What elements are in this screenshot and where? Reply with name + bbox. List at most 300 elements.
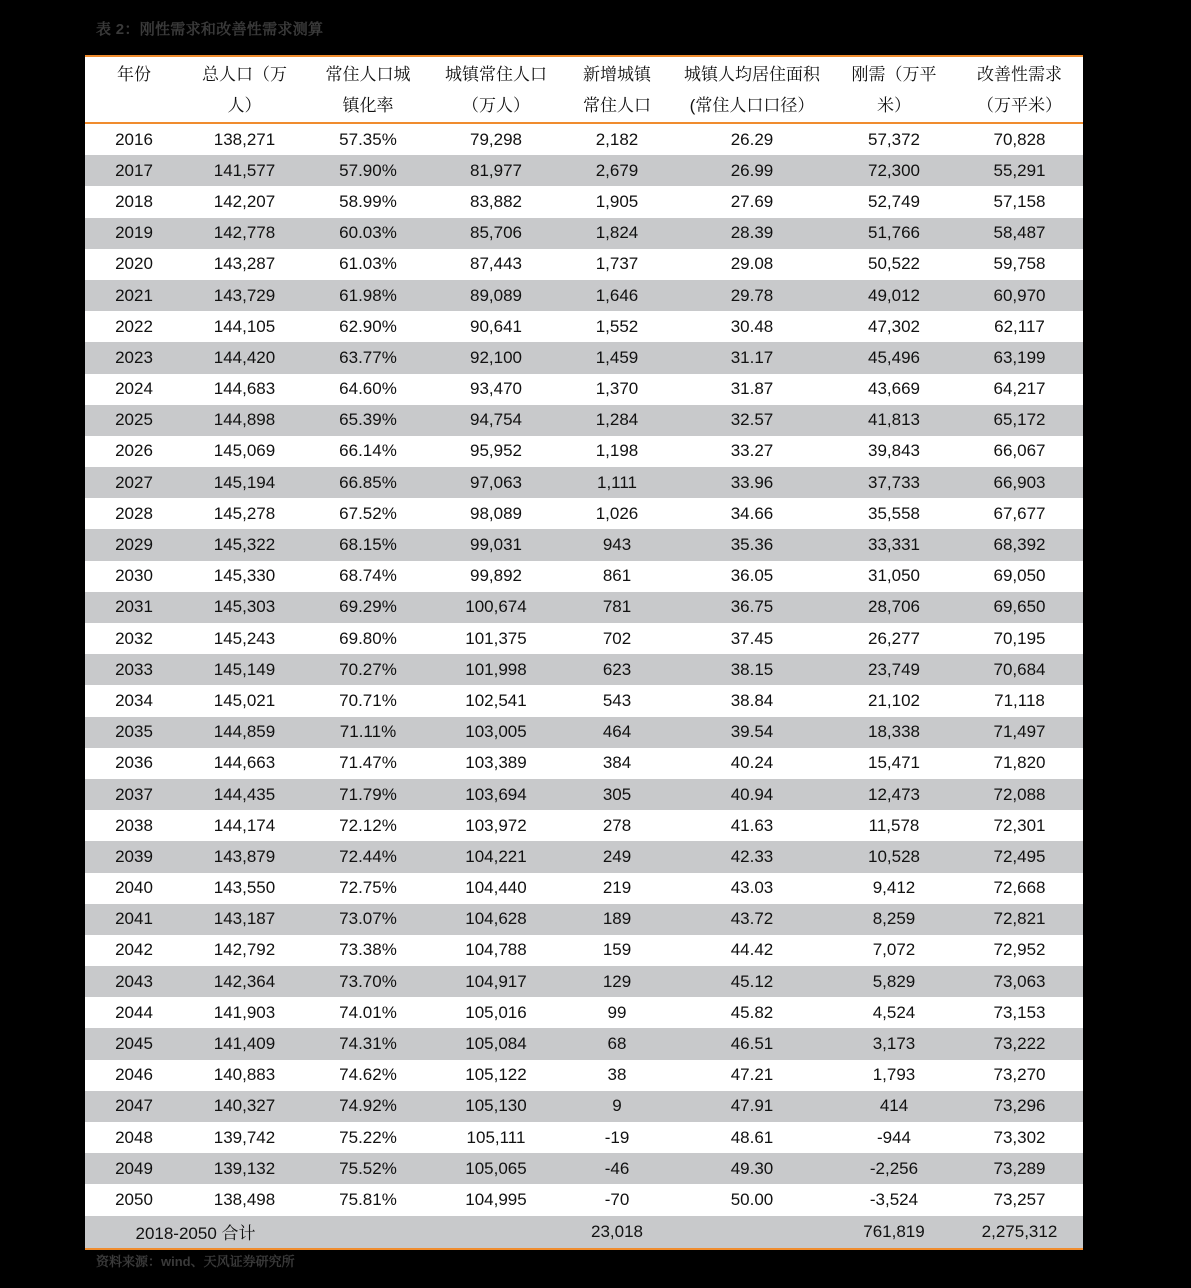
table-cell: 65.39% — [306, 405, 430, 436]
table-cell: 70.27% — [306, 654, 430, 685]
table-cell: 46.51 — [672, 1028, 832, 1059]
table-cell: 39,843 — [868, 441, 920, 461]
table-cell: 105,065 — [430, 1153, 562, 1184]
table-cell: 57.35% — [339, 129, 397, 149]
table-cell: 2049 — [85, 1153, 183, 1184]
table-cell: 2,679 — [562, 155, 672, 186]
table-cell: 1,026 — [595, 503, 639, 523]
table-cell: 35,558 — [868, 503, 920, 523]
column-header-line2: （万平米） — [977, 96, 1062, 115]
table-cell: 2025 — [85, 405, 183, 436]
column-header — [956, 56, 1083, 123]
table-row — [85, 748, 1083, 779]
table-cell: 73.38% — [339, 940, 397, 960]
table-cell: 28,706 — [832, 592, 956, 623]
table-cell: 1,646 — [562, 280, 672, 311]
table-cell: 68.15% — [306, 529, 430, 560]
table-cell: 2020 — [115, 254, 153, 274]
table-cell: 142,792 — [213, 940, 276, 960]
table-cell: 159 — [602, 940, 632, 960]
table-cell: 73,063 — [956, 966, 1083, 997]
table-cell: 1,370 — [595, 379, 639, 399]
table-cell: 2027 — [85, 467, 183, 498]
table-cell: 2017 — [85, 155, 183, 186]
column-header — [672, 56, 832, 123]
table-cell: 73,270 — [993, 1065, 1046, 1085]
table-cell: 64,217 — [993, 379, 1046, 399]
table-cell: 2035 — [85, 717, 183, 748]
table-cell: 2018 — [115, 191, 153, 211]
table-row — [85, 623, 1083, 654]
table-cell: 139,132 — [183, 1153, 306, 1184]
table-cell: 97,063 — [430, 467, 562, 498]
table-cell: 81,977 — [430, 155, 562, 186]
table-row — [85, 841, 1083, 872]
table-cell: -46 — [562, 1153, 672, 1184]
table-cell: 104,221 — [430, 841, 562, 872]
table-cell: 2019 — [85, 218, 183, 249]
table-cell: 143,729 — [183, 280, 306, 311]
column-header-line2: (常住人口口径） — [689, 96, 815, 115]
table-cell: 4,524 — [872, 1002, 916, 1022]
table-cell: 45,496 — [832, 342, 956, 373]
table-cell: 66,067 — [993, 441, 1046, 461]
table-cell: 71.79% — [306, 779, 430, 810]
table-cell: 41,813 — [832, 405, 956, 436]
column-header — [183, 56, 306, 123]
table-cell: 94,754 — [430, 405, 562, 436]
column-header-line1: 常住人口城 — [325, 65, 411, 84]
table-cell: 68 — [562, 1028, 672, 1059]
table-cell: 2047 — [85, 1091, 183, 1122]
table-row — [85, 218, 1083, 249]
table-cell: 2,182 — [595, 129, 639, 149]
table-cell: 2028 — [115, 503, 153, 523]
table-cell: -2,256 — [832, 1153, 956, 1184]
table-cell: 29.08 — [730, 254, 774, 274]
total-empty-cell — [306, 1216, 562, 1249]
table-cell: 39.54 — [672, 717, 832, 748]
column-header-line1: 新增城镇 — [583, 65, 651, 84]
table-row — [85, 405, 1083, 436]
table-cell: 26,277 — [868, 628, 920, 648]
column-header-line2 — [85, 90, 183, 121]
table-cell: 49,012 — [832, 280, 956, 311]
table-cell: 32.57 — [672, 405, 832, 436]
table-cell: 36.75 — [672, 592, 832, 623]
table-cell: 33,331 — [832, 529, 956, 560]
table-cell: 7,072 — [872, 940, 916, 960]
table-cell: 2037 — [85, 779, 183, 810]
table-cell: 67.52% — [339, 503, 397, 523]
table-row — [85, 155, 1083, 186]
table-row — [85, 123, 1083, 155]
table-cell: 64.60% — [339, 379, 397, 399]
table-cell: 144,859 — [183, 717, 306, 748]
table-cell: 65,172 — [956, 405, 1083, 436]
table-cell: 1,198 — [595, 441, 639, 461]
table-cell: 72.12% — [339, 815, 397, 835]
table-cell: 2043 — [85, 966, 183, 997]
table-cell: 103,694 — [430, 779, 562, 810]
table-cell: 68,392 — [956, 529, 1083, 560]
table-cell: 2024 — [115, 379, 153, 399]
table-cell: 2016 — [115, 129, 153, 149]
table-cell: 103,972 — [465, 815, 527, 835]
table-cell: 1,793 — [872, 1065, 916, 1085]
table-title: 表 2：刚性需求和改善性需求测算 — [96, 21, 324, 38]
data-table-container — [85, 55, 1083, 1250]
table-row — [85, 1091, 1083, 1122]
table-cell: 75.52% — [306, 1153, 430, 1184]
table-cell: 12,473 — [832, 779, 956, 810]
table-cell: 33.96 — [672, 467, 832, 498]
table-cell: 45.12 — [672, 966, 832, 997]
table-cell: 105,122 — [465, 1065, 527, 1085]
table-cell: 71,820 — [993, 753, 1046, 773]
table-cell: 71.11% — [306, 717, 430, 748]
table-cell: 1,111 — [562, 467, 672, 498]
table-cell: 43,669 — [868, 379, 920, 399]
table-cell: 49.30 — [672, 1153, 832, 1184]
table-cell: 138,271 — [213, 129, 276, 149]
table-cell: 52,749 — [868, 191, 920, 211]
table-cell: 72.44% — [306, 841, 430, 872]
table-row — [85, 529, 1083, 560]
table-cell: 57,158 — [993, 191, 1046, 211]
table-cell: 34.66 — [730, 503, 774, 523]
table-cell: 2022 — [115, 316, 153, 336]
table-cell: 60,970 — [956, 280, 1083, 311]
table-cell: 23,749 — [832, 654, 956, 685]
table-cell: 31.87 — [730, 379, 774, 399]
table-cell: 36.05 — [730, 566, 774, 586]
table-cell: 55,291 — [956, 155, 1083, 186]
table-cell: 2026 — [115, 441, 153, 461]
table-cell: 144,420 — [183, 342, 306, 373]
table-cell: 543 — [602, 690, 632, 710]
table-cell: 70.71% — [339, 690, 397, 710]
table-cell: 2041 — [85, 904, 183, 935]
table-cell: 43.72 — [672, 904, 832, 935]
table-cell: 73,153 — [993, 1002, 1046, 1022]
table-cell: 58.99% — [339, 191, 397, 211]
table-cell: 58,487 — [956, 218, 1083, 249]
table-row — [85, 342, 1083, 373]
table-cell: 28.39 — [672, 218, 832, 249]
table-cell: 41.63 — [730, 815, 774, 835]
table-cell: 72,495 — [956, 841, 1083, 872]
table-cell: 3,173 — [832, 1028, 956, 1059]
table-cell: 144,663 — [213, 753, 276, 773]
column-header — [832, 56, 956, 123]
table-cell: -70 — [604, 1189, 630, 1209]
table-cell: 47.21 — [730, 1065, 774, 1085]
table-row — [85, 592, 1083, 623]
table-cell: 145,330 — [213, 566, 276, 586]
header-row — [85, 56, 1083, 123]
table-cell: 278 — [602, 815, 632, 835]
table-row — [85, 311, 1083, 342]
table-cell: 66.85% — [306, 467, 430, 498]
total-rigid-demand: 761,819 — [832, 1216, 956, 1249]
table-cell: 18,338 — [832, 717, 956, 748]
table-cell: 74.31% — [306, 1028, 430, 1059]
table-cell: 47.91 — [672, 1091, 832, 1122]
table-cell: 73.07% — [306, 904, 430, 935]
table-cell: 2036 — [115, 753, 153, 773]
table-cell: 8,259 — [832, 904, 956, 935]
table-row — [85, 1060, 1083, 1091]
table-cell: 219 — [602, 878, 632, 898]
table-cell: 38.15 — [672, 654, 832, 685]
table-cell: 70,684 — [956, 654, 1083, 685]
table-cell: 99,892 — [470, 566, 522, 586]
table-cell: 2023 — [85, 342, 183, 373]
table-row — [85, 561, 1083, 592]
table-cell: 42.33 — [672, 841, 832, 872]
table-cell: 101,998 — [430, 654, 562, 685]
table-cell: 414 — [832, 1091, 956, 1122]
table-cell: 103,005 — [430, 717, 562, 748]
table-cell: 40.94 — [672, 779, 832, 810]
table-cell: 2044 — [115, 1002, 153, 1022]
column-header-line2: 镇化率 — [342, 96, 394, 115]
table-cell: 70,828 — [993, 129, 1046, 149]
table-cell: 1,905 — [595, 191, 639, 211]
table-cell: 1,284 — [562, 405, 672, 436]
table-cell: 50,522 — [868, 254, 920, 274]
table-cell: 143,287 — [213, 254, 276, 274]
table-row — [85, 1184, 1083, 1215]
table-cell: 71.47% — [339, 753, 397, 773]
table-cell: 2048 — [115, 1127, 153, 1147]
column-header — [430, 56, 562, 123]
table-cell: 38 — [607, 1065, 627, 1085]
table-cell: 35.36 — [672, 529, 832, 560]
table-cell: 143,550 — [213, 878, 276, 898]
table-cell: 87,443 — [470, 254, 522, 274]
table-cell: 61.98% — [306, 280, 430, 311]
table-cell: 92,100 — [430, 342, 562, 373]
table-row — [85, 280, 1083, 311]
table-cell: 145,303 — [183, 592, 306, 623]
table-cell: 72,088 — [956, 779, 1083, 810]
total-empty-cell — [672, 1216, 832, 1249]
table-cell: 189 — [562, 904, 672, 935]
table-cell: 48.61 — [730, 1127, 774, 1147]
table-cell: 73,302 — [993, 1127, 1046, 1147]
table-cell: 104,440 — [465, 878, 527, 898]
column-header-line2: 人） — [227, 96, 262, 115]
table-cell: 73,222 — [956, 1028, 1083, 1059]
table-cell: 144,898 — [183, 405, 306, 436]
table-cell: 2050 — [115, 1189, 153, 1209]
table-cell: 2030 — [115, 566, 153, 586]
table-cell: 99 — [607, 1002, 627, 1022]
table-cell: 66,903 — [956, 467, 1083, 498]
table-cell: 101,375 — [465, 628, 527, 648]
column-header-line1: 刚需（万平 — [851, 65, 937, 84]
table-cell: 33.27 — [730, 441, 774, 461]
table-cell: 105,111 — [466, 1127, 526, 1147]
table-cell: 75.22% — [339, 1127, 397, 1147]
table-cell: 93,470 — [470, 379, 522, 399]
table-cell: 51,766 — [832, 218, 956, 249]
table-cell: 138,498 — [213, 1189, 276, 1209]
table-cell: 27.69 — [730, 191, 774, 211]
table-cell: 72.75% — [339, 878, 397, 898]
column-header-line1: 城镇常住人口 — [445, 65, 547, 84]
table-cell: 72,668 — [993, 878, 1046, 898]
table-cell: 69.29% — [306, 592, 430, 623]
table-cell: 144,105 — [213, 316, 276, 336]
table-cell: 57.90% — [306, 155, 430, 186]
table-cell: 68.74% — [339, 566, 397, 586]
table-row — [85, 873, 1083, 904]
table-cell: 31.17 — [672, 342, 832, 373]
table-cell: 30.48 — [730, 316, 774, 336]
table-cell: 102,541 — [465, 690, 527, 710]
table-cell: 142,207 — [213, 191, 276, 211]
table-cell: 63,199 — [956, 342, 1083, 373]
table-cell: 74.92% — [306, 1091, 430, 1122]
table-cell: 100,674 — [430, 592, 562, 623]
table-cell: 104,995 — [465, 1189, 527, 1209]
table-cell: 63.77% — [306, 342, 430, 373]
table-row — [85, 249, 1083, 280]
table-cell: 129 — [562, 966, 672, 997]
column-header — [85, 56, 183, 123]
table-row — [85, 935, 1083, 966]
table-cell: 73,289 — [956, 1153, 1083, 1184]
table-cell: 249 — [562, 841, 672, 872]
table-cell: 2031 — [85, 592, 183, 623]
table-cell: 37.45 — [730, 628, 774, 648]
table-cell: 90,641 — [470, 316, 522, 336]
table-cell: 73,257 — [993, 1189, 1046, 1209]
table-cell: 69,050 — [993, 566, 1046, 586]
table-cell: 2038 — [115, 815, 153, 835]
table-cell: 105,084 — [430, 1028, 562, 1059]
table-cell: 464 — [562, 717, 672, 748]
table-body — [85, 123, 1083, 1249]
table-cell: 142,364 — [183, 966, 306, 997]
table-cell: 2034 — [115, 690, 153, 710]
table-cell: 62.90% — [339, 316, 397, 336]
table-cell: -3,524 — [869, 1189, 919, 1209]
table-cell: 2046 — [115, 1065, 153, 1085]
table-cell: 37,733 — [832, 467, 956, 498]
table-cell: 62,117 — [994, 316, 1045, 336]
table-cell: 69,650 — [956, 592, 1083, 623]
table-cell: 2029 — [85, 529, 183, 560]
column-header-line2: 常住人口 — [583, 96, 651, 115]
column-header-line1: 改善性需求 — [977, 65, 1062, 84]
table-row — [85, 467, 1083, 498]
table-row — [85, 436, 1083, 467]
table-cell: 140,883 — [213, 1065, 276, 1085]
total-row — [85, 1216, 1083, 1249]
table-cell: 104,788 — [465, 940, 527, 960]
table-row — [85, 717, 1083, 748]
column-header-line2: 米） — [877, 96, 911, 115]
table-row — [85, 1153, 1083, 1184]
table-cell: 70,195 — [993, 628, 1046, 648]
table-cell: 61.03% — [339, 254, 397, 274]
table-cell: 43.03 — [730, 878, 774, 898]
table-cell: 1,737 — [595, 254, 639, 274]
table-cell: 57,372 — [868, 129, 920, 149]
table-cell: 105,016 — [465, 1002, 527, 1022]
total-label: 2018-2050 合计 — [85, 1216, 306, 1249]
table-cell: 74.62% — [339, 1065, 397, 1085]
table-cell: 72,301 — [993, 815, 1046, 835]
table-cell: 943 — [562, 529, 672, 560]
table-cell: 9 — [562, 1091, 672, 1122]
table-cell: 31,050 — [868, 566, 920, 586]
table-cell: 72,300 — [832, 155, 956, 186]
table-cell: 143,879 — [183, 841, 306, 872]
table-cell: 26.99 — [672, 155, 832, 186]
column-header-line2: （万人） — [462, 96, 530, 115]
table-cell: 9,412 — [872, 878, 916, 898]
table-cell: 1,552 — [595, 316, 639, 336]
demand-estimate-table — [85, 55, 1083, 1250]
table-cell: 141,577 — [183, 155, 306, 186]
table-cell: 145,149 — [183, 654, 306, 685]
table-row — [85, 1122, 1083, 1153]
table-cell: 26.29 — [730, 129, 774, 149]
table-cell: 143,187 — [183, 904, 306, 935]
table-cell: 145,278 — [213, 503, 276, 523]
table-cell: 2042 — [115, 940, 153, 960]
table-row — [85, 685, 1083, 716]
table-cell: 47,302 — [868, 316, 920, 336]
column-header-line1: 城镇人均居住面积 — [684, 65, 820, 84]
table-cell: 29.78 — [672, 280, 832, 311]
table-cell: 45.82 — [730, 1002, 774, 1022]
table-cell: 95,952 — [470, 441, 522, 461]
table-cell: 11,578 — [868, 815, 920, 835]
total-improvement-demand: 2,275,312 — [956, 1216, 1083, 1249]
table-cell: 38.84 — [730, 690, 774, 710]
table-row — [85, 904, 1083, 935]
table-cell: 75.81% — [339, 1189, 397, 1209]
column-header-line1: 总人口（万 — [202, 65, 287, 84]
table-cell: 1,459 — [562, 342, 672, 373]
table-cell: 144,174 — [213, 815, 276, 835]
total-new-urban-pop: 23,018 — [562, 1216, 672, 1249]
table-cell: 702 — [602, 628, 632, 648]
table-cell: 103,389 — [465, 753, 527, 773]
table-cell: 384 — [602, 753, 632, 773]
table-cell: 50.00 — [730, 1189, 774, 1209]
table-cell: 2032 — [115, 628, 153, 648]
column-header-line1: 年份 — [117, 65, 151, 84]
table-cell: 781 — [562, 592, 672, 623]
table-cell: 71,497 — [956, 717, 1083, 748]
table-cell: 2021 — [85, 280, 183, 311]
table-cell: 145,069 — [213, 441, 276, 461]
table-cell: 73.70% — [306, 966, 430, 997]
table-row — [85, 997, 1083, 1028]
table-cell: 73,296 — [956, 1091, 1083, 1122]
table-cell: 5,829 — [832, 966, 956, 997]
table-cell: 104,628 — [430, 904, 562, 935]
table-cell: 144,683 — [213, 379, 276, 399]
table-cell: 141,903 — [213, 1002, 276, 1022]
